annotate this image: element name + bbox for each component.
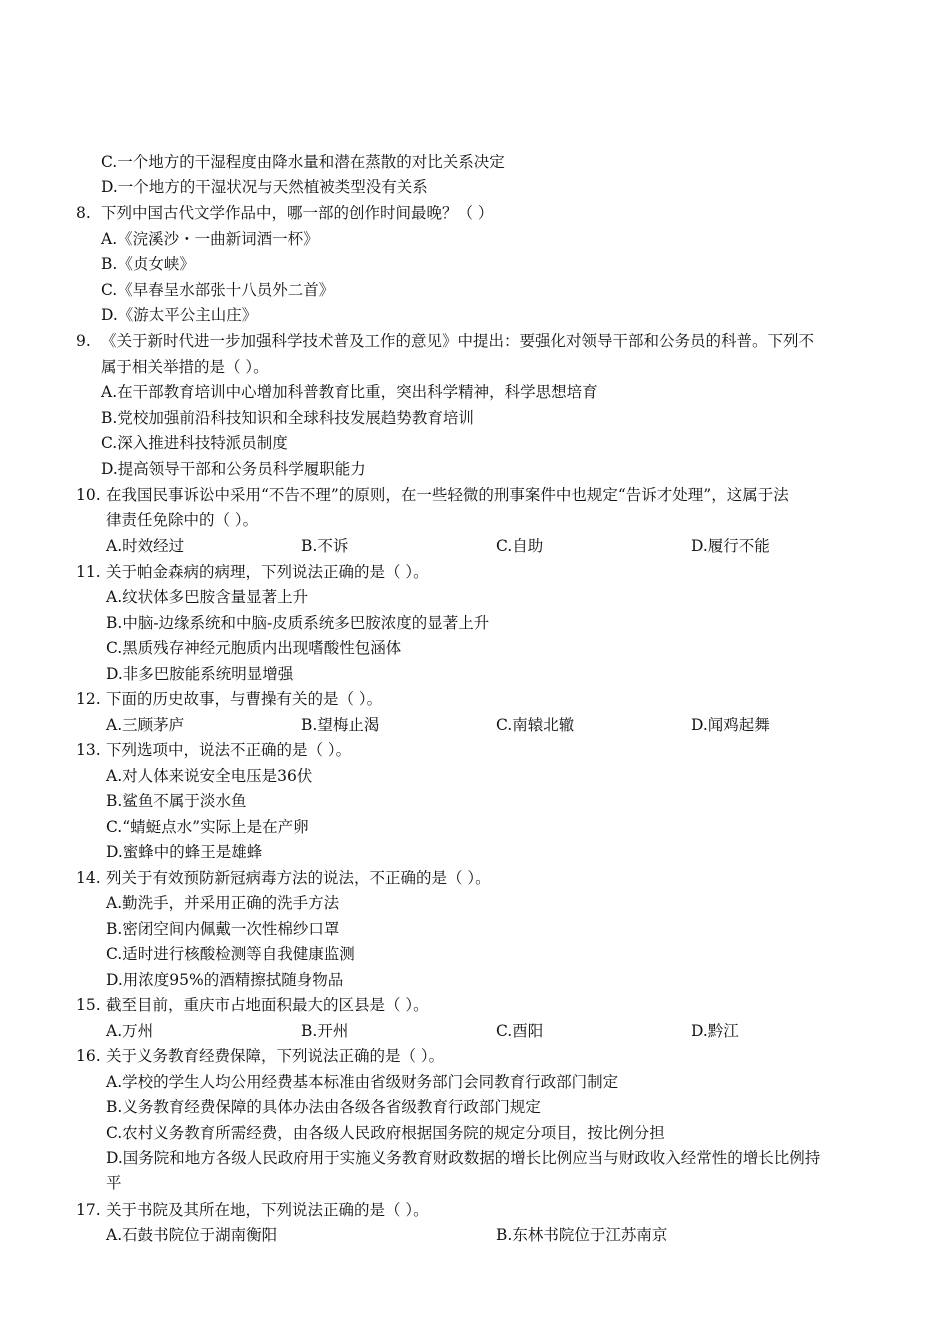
- q13-stem: 下列选项中，说法不正确的是（ ）。: [106, 741, 352, 759]
- q12-option-d: D.闻鸡起舞: [691, 716, 770, 734]
- q9-stem-line1: 《关于新时代进一步加强科学技术普及工作的意见》中提出：要强化对领导干部和公务员的科普。下列不: [101, 332, 815, 350]
- q16-option-c: C.农村义务教育所需经费，由各级人民政府根据国务院的规定分项目，按比例分担: [106, 1124, 665, 1142]
- q7-option-d: D.一个地方的干湿状况与天然植被类型没有关系: [101, 178, 428, 196]
- q10-option-b: B.不诉: [301, 537, 349, 555]
- q8-option-a: A.《浣溪沙・一曲新词酒一杯》: [101, 230, 319, 248]
- q11-option-d: D.非多巴胺能系统明显增强: [106, 665, 294, 683]
- q14-option-c: C.适时进行核酸检测等自我健康监测: [106, 945, 355, 963]
- q8-option-d: D.《游太平公主山庄》: [101, 306, 258, 324]
- q12-option-b: B.望梅止渴: [301, 716, 380, 734]
- q8-number: 8.: [76, 204, 91, 222]
- q15-option-b: B.开州: [301, 1022, 349, 1040]
- q10-stem-line1: 在我国民事诉讼中采用“不告不理”的原则，在一些轻微的刑事案件中也规定“告诉才处理”，这属于法: [106, 486, 789, 504]
- q8-option-c: C.《早春呈水部张十八员外二首》: [101, 281, 335, 299]
- q12-number: 12.: [76, 690, 101, 708]
- q15-number: 15.: [76, 996, 101, 1014]
- q11-number: 11.: [76, 563, 101, 581]
- q14-option-b: B.密闭空间内佩戴一次性棉纱口罩: [106, 920, 340, 938]
- q15-option-d: D.黔江: [691, 1022, 739, 1040]
- q16-option-b: B.义务教育经费保障的具体办法由各级各省级教育行政部门规定: [106, 1098, 541, 1116]
- q15-stem: 截至目前，重庆市占地面积最大的区县是（ ）。: [106, 996, 429, 1014]
- q12-option-a: A.三顾茅庐: [106, 716, 185, 734]
- q16-stem: 关于义务教育经费保障，下列说法正确的是（ ）。: [106, 1047, 445, 1065]
- q11-option-b: B.中脑-边缘系统和中脑-皮质系统多巴胺浓度的显著上升: [106, 614, 490, 632]
- q10-stem-line2: 律责任免除中的（ ）。: [106, 511, 259, 529]
- q14-option-d: D.用浓度95%的酒精擦拭随身物品: [106, 971, 344, 989]
- q10-option-a: A.时效经过: [106, 537, 185, 555]
- q16-option-d-line1: D.国务院和地方各级人民政府用于实施义务教育财政数据的增长比例应当与财政收入经常性的增长比例持: [106, 1149, 821, 1167]
- q10-number: 10.: [76, 486, 101, 504]
- q16-option-a: A.学校的学生人均公用经费基本标准由省级财务部门会同教育行政部门制定: [106, 1073, 619, 1091]
- q12-stem: 下面的历史故事，与曹操有关的是（ ）。: [106, 690, 383, 708]
- q14-stem: 列关于有效预防新冠病毒方法的说法，不正确的是（ ）。: [106, 869, 491, 887]
- q17-stem: 关于书院及其所在地，下列说法正确的是（ ）。: [106, 1201, 429, 1219]
- q13-option-d: D.蜜蜂中的蜂王是雄蜂: [106, 843, 263, 861]
- q7-option-c: C.一个地方的干湿程度由降水量和潜在蒸散的对比关系决定: [101, 153, 505, 171]
- q11-option-a: A.纹状体多巴胺含量显著上升: [106, 588, 309, 606]
- q9-option-c: C.深入推进科技特派员制度: [101, 434, 288, 452]
- q12-option-c: C.南辕北辙: [496, 716, 575, 734]
- q13-option-a: A.对人体来说安全电压是36伏: [106, 767, 313, 785]
- q9-option-a: A.在干部教育培训中心增加科普教育比重，突出科学精神，科学思想培育: [101, 383, 598, 401]
- q13-number: 13.: [76, 741, 101, 759]
- q17-number: 17.: [76, 1201, 101, 1219]
- q15-option-c: C.酉阳: [496, 1022, 544, 1040]
- q15-option-a: A.万州: [106, 1022, 154, 1040]
- q16-number: 16.: [76, 1047, 101, 1065]
- q11-stem: 关于帕金森病的病理，下列说法正确的是（ ）。: [106, 563, 429, 581]
- q13-option-b: B.鲨鱼不属于淡水鱼: [106, 792, 247, 810]
- q9-number: 9.: [76, 332, 91, 350]
- q8-option-b: B.《贞女峡》: [101, 255, 195, 273]
- q14-option-a: A.勤洗手，并采用正确的洗手方法: [106, 894, 340, 912]
- q10-option-c: C.自助: [496, 537, 544, 555]
- q9-option-d: D.提高领导干部和公务员科学履职能力: [101, 460, 366, 478]
- q9-stem-line2: 属于相关举措的是（ ）。: [101, 358, 269, 376]
- q17-option-b: B.东林书院位于江苏南京: [496, 1226, 668, 1244]
- q14-number: 14.: [76, 869, 101, 887]
- q13-option-c: C.“蜻蜓点水”实际上是在产卵: [106, 818, 309, 836]
- q11-option-c: C.黑质残存神经元胞质内出现嗜酸性包涵体: [106, 639, 402, 657]
- q10-option-d: D.履行不能: [691, 537, 770, 555]
- q17-option-a: A.石鼓书院位于湖南衡阳: [106, 1226, 278, 1244]
- q8-stem: 下列中国古代文学作品中，哪一部的创作时间最晚？（ ）: [101, 204, 494, 222]
- q16-option-d-line2: 平: [106, 1174, 122, 1192]
- q9-option-b: B.党校加强前沿科技知识和全球科技发展趋势教育培训: [101, 409, 474, 427]
